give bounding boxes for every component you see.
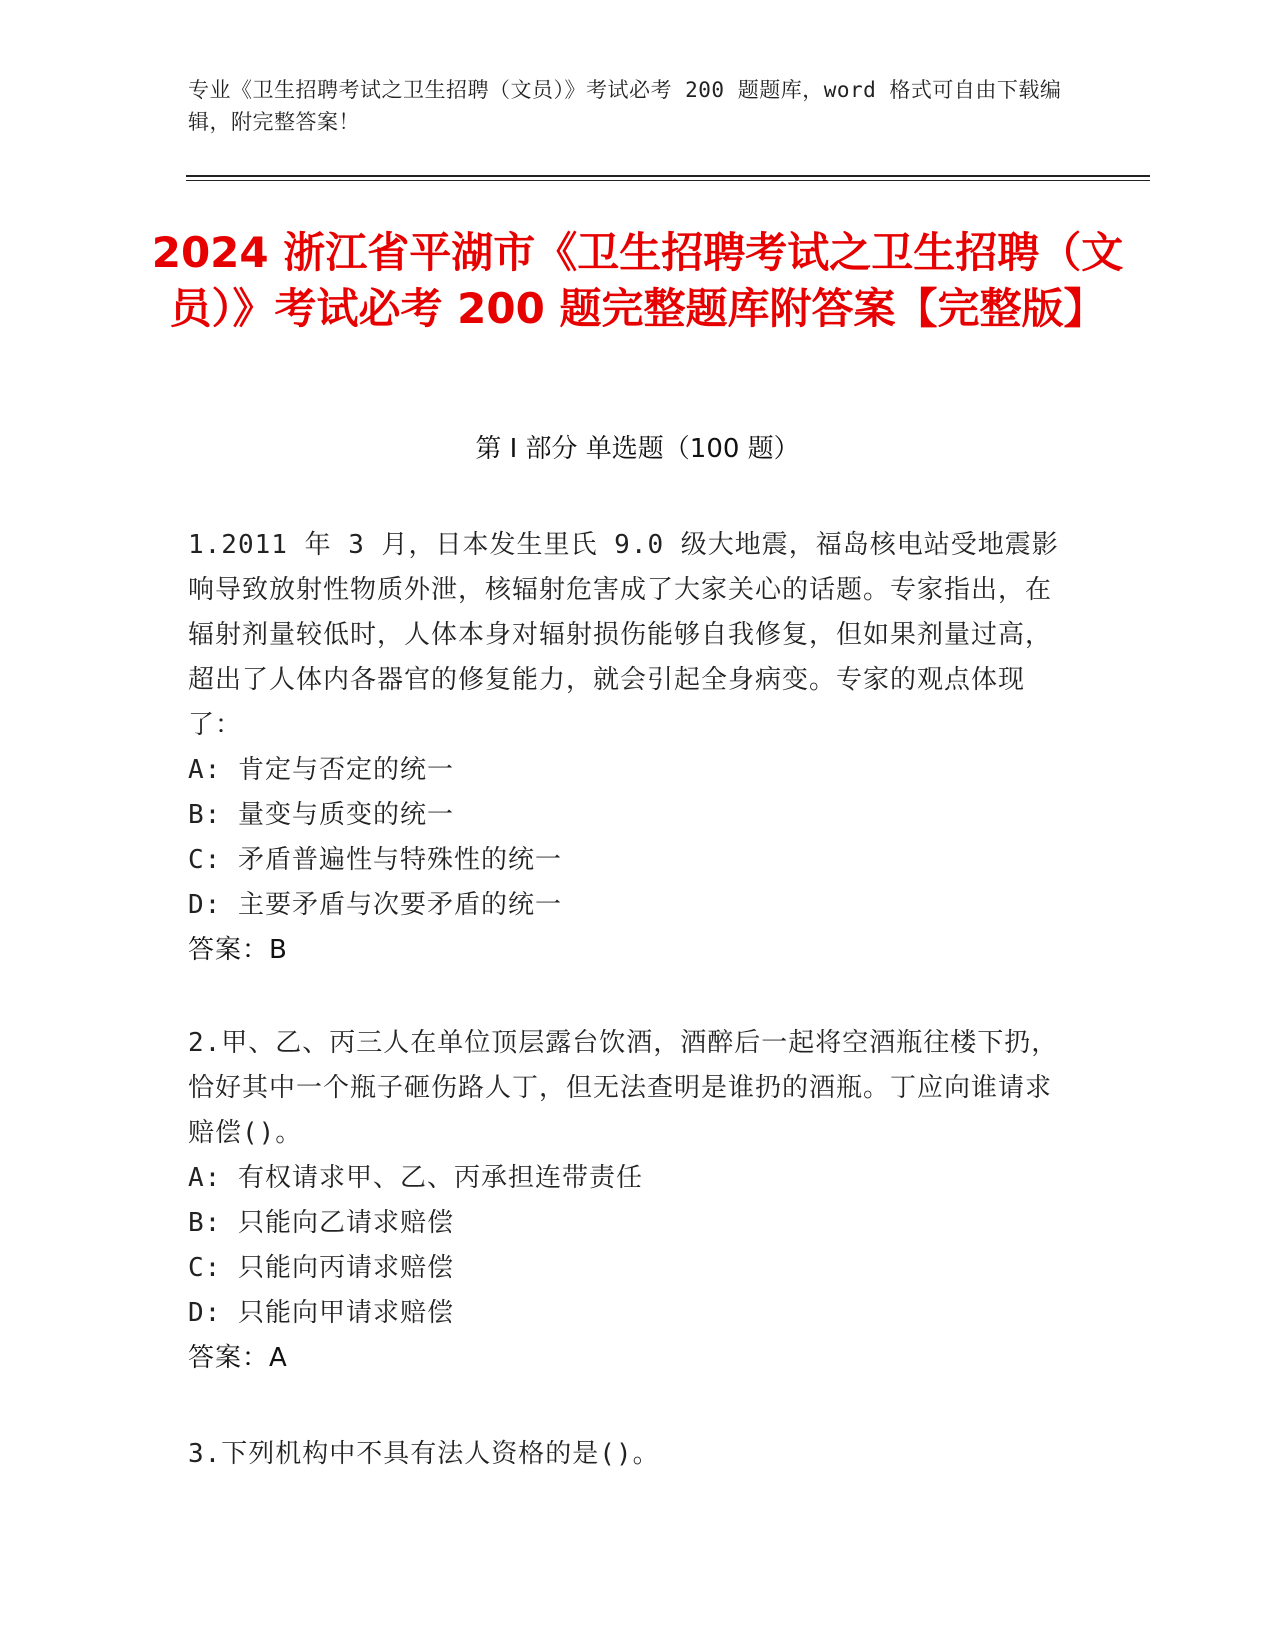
- question-stem: 2.甲、乙、丙三人在单位顶层露台饮酒，酒醉后一起将空酒瓶往楼下扔，恰好其中一个瓶子砸伤路人丁，但无法查明是谁扔的酒瓶。丁应向谁请求赔偿()。: [188, 1028, 1059, 1148]
- option-a: A: 有权请求甲、乙、丙承担连带责任: [188, 1163, 643, 1193]
- section-title: 第 I 部分 单选题（100 题）: [475, 434, 800, 464]
- header-rule-thick: [186, 175, 1150, 177]
- header-rule-thin: [186, 180, 1150, 181]
- header-note: 专业《卫生招聘考试之卫生招聘（文员）》考试必考 200 题题库，word 格式可自由下载编辑，附完整答案！: [188, 78, 1062, 134]
- option-b: B: 只能向乙请求赔偿: [188, 1208, 454, 1238]
- answer: 答案：B: [188, 935, 288, 965]
- option-d: D: 只能向甲请求赔偿: [188, 1298, 454, 1328]
- question-2: [188, 1021, 1068, 1381]
- document-title: 2024 浙江省平湖市《卫生招聘考试之卫生招聘（文员）》考试必考 200 题完整题库附答案【完整版】: [151, 228, 1124, 333]
- option-b: B: 量变与质变的统一: [188, 800, 454, 830]
- answer: 答案：A: [188, 1343, 288, 1373]
- question-3: [188, 1432, 1068, 1477]
- option-a: A: 肯定与否定的统一: [188, 755, 454, 785]
- option-c: C: 矛盾普遍性与特殊性的统一: [188, 845, 562, 875]
- question-1: [188, 523, 1068, 973]
- question-stem: 3.下列机构中不具有法人资格的是()。: [188, 1439, 660, 1469]
- question-stem: 1.2011 年 3 月，日本发生里氏 9.0 级大地震，福岛核电站受地震影响导致放射性物质外泄，核辐射危害成了大家关心的话题。专家指出，在辐射剂量较低时，人体本身对辐射损伤能够自我修复，但如果剂量过高，超出了人体内各器官的修复能力，就会引起全身病变。专家的观点体现了：: [188, 530, 1059, 740]
- option-d: D: 主要矛盾与次要矛盾的统一: [188, 890, 562, 920]
- option-c: C: 只能向丙请求赔偿: [188, 1253, 454, 1283]
